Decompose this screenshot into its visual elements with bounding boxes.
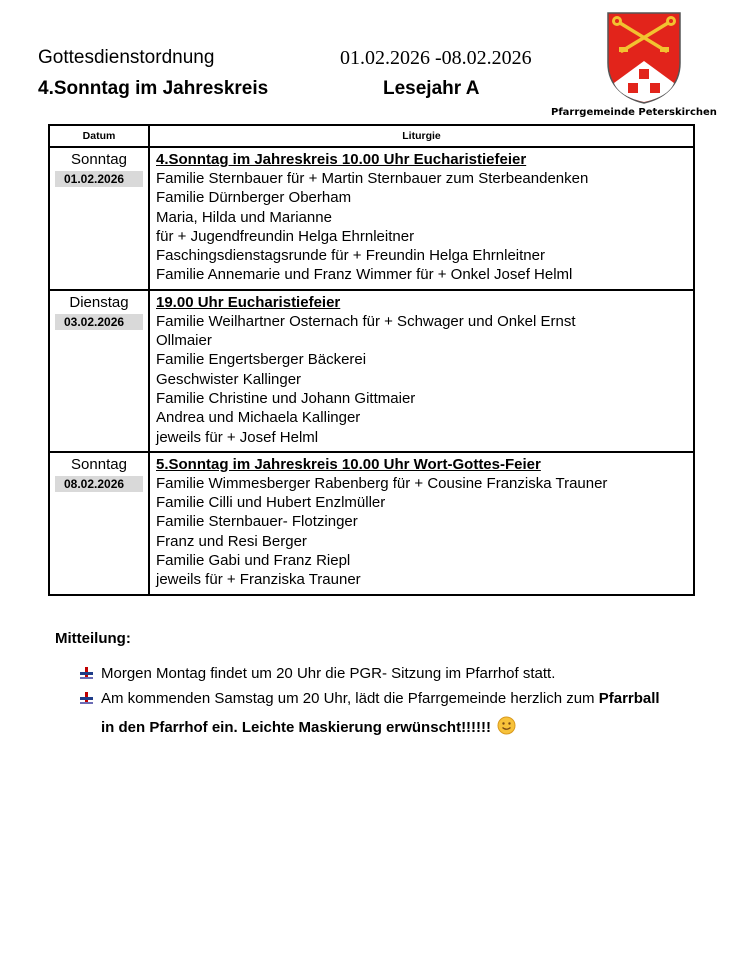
intention-line: Familie Wimmesberger Rabenberg für + Cousine Franziska Trauner — [156, 474, 608, 492]
intention-line: Ollmaier — [156, 332, 212, 350]
intention-line: Maria, Hilda und Marianne — [156, 208, 332, 226]
intention-line: Familie Gabi und Franz Riepl — [156, 552, 351, 570]
intention-line: Familie Weilhartner Osternach für + Schwager und Onkel Ernst — [156, 312, 576, 330]
parish-crest-icon — [606, 11, 682, 104]
intention-line: Familie Cilli und Hubert Enzlmüller — [156, 494, 386, 512]
table-header-row — [49, 125, 694, 147]
liturgy-cell — [149, 147, 694, 290]
reading-year: Lesejahr A — [383, 78, 480, 99]
date-label: 08.02.2026 — [55, 476, 143, 492]
table-row — [49, 290, 694, 452]
liturgy-cell — [149, 290, 694, 452]
service-heading: 19.00 Uhr Eucharistiefeier — [156, 293, 341, 311]
intention-line: Familie Sternbauer- Flotzinger — [156, 513, 358, 531]
intention-line: für + Jugendfreundin Helga Ehrnleitner — [156, 227, 415, 245]
announcement-bold-text: Pfarrball — [598, 690, 660, 707]
column-header-liturgy: Liturgie — [149, 125, 694, 147]
liturgy-cell — [149, 452, 694, 595]
intention-line: Familie Engertsberger Bäckerei — [156, 351, 367, 369]
smiley-face-icon — [497, 716, 516, 735]
announcement-item — [101, 690, 660, 707]
date-cell — [49, 452, 149, 595]
table-row — [49, 147, 694, 290]
liturgy-table — [48, 124, 695, 596]
intention-line: Familie Dürnberger Oberham — [156, 189, 352, 207]
day-name: Dienstag — [69, 293, 129, 311]
service-heading: 4.Sonntag im Jahreskreis 10.00 Uhr Eucharistiefeier — [156, 151, 527, 168]
announcements-title: Mitteilung: — [55, 630, 131, 647]
intention-line: Andrea und Michaela Kallinger — [156, 409, 361, 427]
date-range: 01.02.2026 -08.02.2026 — [340, 47, 532, 69]
date-label: 03.02.2026 — [55, 314, 143, 330]
column-header-date: Datum — [49, 125, 149, 147]
table-row — [49, 452, 694, 595]
day-name: Sonntag — [71, 151, 127, 168]
document-title: Gottesdienstordnung — [38, 47, 215, 68]
announcement-text: in den Pfarrhof ein. Leichte Maskierung erwünscht!!!!!! — [101, 719, 492, 736]
sunday-subtitle: 4.Sonntag im Jahreskreis — [38, 78, 269, 99]
plus-arrow-bullet-icon — [79, 691, 94, 706]
intention-line: jeweils für + Josef Helml — [156, 428, 319, 446]
date-cell — [49, 290, 149, 452]
date-label: 01.02.2026 — [55, 171, 143, 187]
announcement-text: Am kommenden Samstag um 20 Uhr, lädt die Pfarrgemeinde herzlich zum — [101, 690, 599, 707]
intention-line: Familie Sternbauer für + Martin Sternbauer zum Sterbeandenken — [156, 170, 589, 187]
day-name: Sonntag — [71, 455, 127, 473]
intention-line: Geschwister Kallinger — [156, 370, 302, 388]
date-cell — [49, 147, 149, 290]
service-heading: 5.Sonntag im Jahreskreis 10.00 Uhr Wort-Gottes-Feier — [156, 455, 541, 473]
intention-line: Familie Annemarie und Franz Wimmer für + Onkel Josef Helml — [156, 266, 573, 284]
plus-arrow-bullet-icon — [79, 666, 94, 681]
intention-line: Franz und Resi Berger — [156, 532, 307, 550]
announcement-item: Morgen Montag findet um 20 Uhr die PGR- Sitzung im Pfarrhof statt. — [101, 665, 556, 682]
announcement-continuation — [101, 716, 516, 736]
intention-line: Familie Christine und Johann Gittmaier — [156, 389, 416, 407]
parish-name: Pfarrgemeinde Peterskirchen — [551, 107, 717, 118]
intention-line: Faschingsdienstagsrunde für + Freundin Helga Ehrnleitner — [156, 247, 545, 265]
intention-line: jeweils für + Franziska Trauner — [156, 571, 361, 589]
